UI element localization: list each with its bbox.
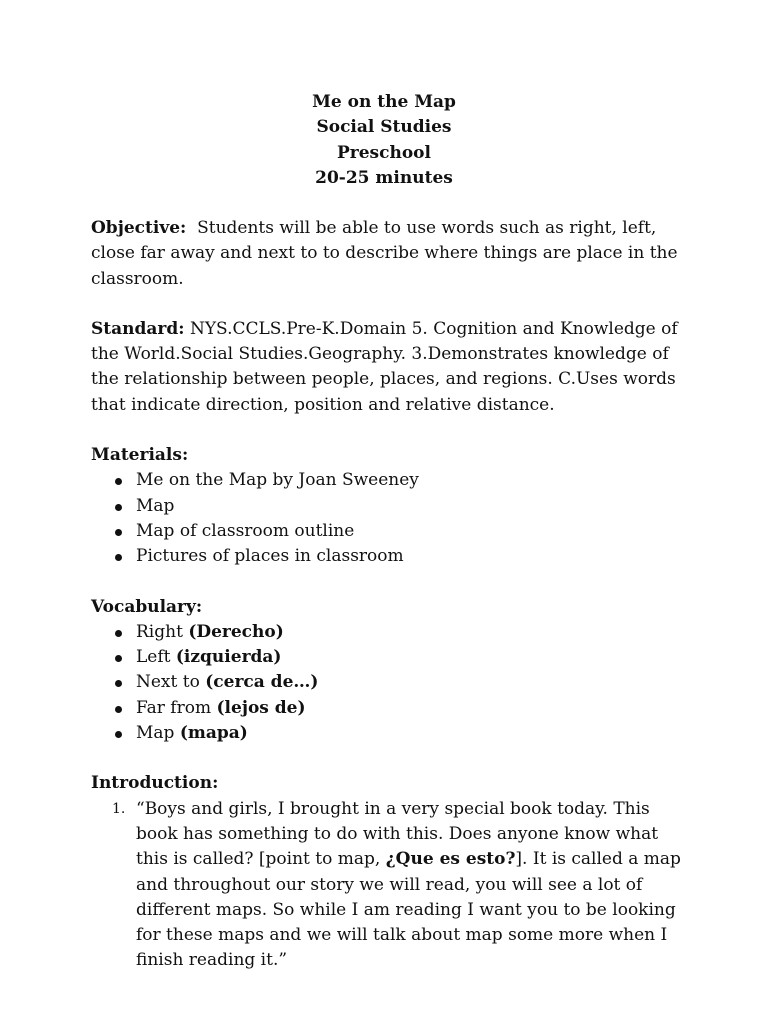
vocab-translation: (lejos de) (216, 697, 306, 718)
vocab-word: Right (136, 621, 183, 642)
vocab-word: Next to (136, 672, 200, 693)
standard-text: NYS.CCLS.Pre-K.Domain 5. Cognition and Knowledge of the World.Social Studies.Geography. 3.Demonstrates knowledge of the relationship between people, places, and regions. C.Uses words that indicate direction, position and relative distance. (91, 318, 678, 415)
lesson-subject: Social Studies (316, 117, 452, 138)
list-item (91, 797, 691, 974)
objective-label: Objective: (91, 218, 187, 238)
list-item: Me on the Map by Joan Sweeney (91, 468, 691, 493)
vocab-translation: (cerca de…) (205, 672, 319, 693)
materials-list (91, 468, 691, 569)
vocabulary-section (91, 595, 691, 747)
list-number: 1. (112, 800, 126, 817)
lesson-body (91, 216, 691, 999)
intro-text-before: “Boys and girls, I brought in a very special book today. This book has something to do with this. Does anyone know what this is called? [point to map, (136, 798, 659, 870)
vocab-translation: (mapa) (179, 723, 248, 744)
lesson-grade: Preschool (337, 142, 431, 163)
list-item: Pictures of places in classroom (91, 544, 691, 569)
intro-bold-question: ¿Que es esto? (385, 849, 516, 870)
introduction-section (91, 771, 691, 973)
lesson-header (0, 90, 768, 191)
vocabulary-label: Vocabulary: (91, 596, 203, 617)
standard-section (91, 317, 691, 418)
objective-paragraph (91, 216, 691, 292)
list-item (91, 645, 691, 670)
list-item (91, 620, 691, 645)
list-item (91, 721, 691, 746)
vocab-word: Far from (136, 697, 212, 718)
materials-section (91, 443, 691, 569)
list-item (91, 696, 691, 721)
standard-label: Standard: (91, 318, 185, 339)
objective-section (91, 216, 691, 292)
introduction-label: Introduction: (91, 773, 219, 794)
vocab-word: Map (136, 723, 175, 744)
standard-paragraph (91, 317, 691, 418)
list-item (91, 670, 691, 695)
objective-text: Students will be able to use words such as right, left, close far away and next to to describe where things are place in the classroom. (91, 218, 678, 289)
vocab-translation: (izquierda) (175, 647, 282, 668)
vocab-word: Left (136, 647, 171, 668)
lesson-title: Me on the Map (312, 92, 456, 112)
list-item: Map (91, 494, 691, 519)
list-item: Map of classroom outline (91, 519, 691, 544)
vocab-translation: (Derecho) (188, 621, 284, 642)
introduction-list (91, 797, 691, 974)
intro-text-after: ]. It is called a map and throughout our story we will read, you will see a lot of different maps. So while I am reading I want you to be looking for these maps and we will talk about map some more when I finish reading it.” (136, 849, 681, 971)
materials-label: Materials: (91, 445, 189, 466)
vocabulary-list (91, 620, 691, 746)
lesson-duration: 20-25 minutes (315, 167, 453, 188)
